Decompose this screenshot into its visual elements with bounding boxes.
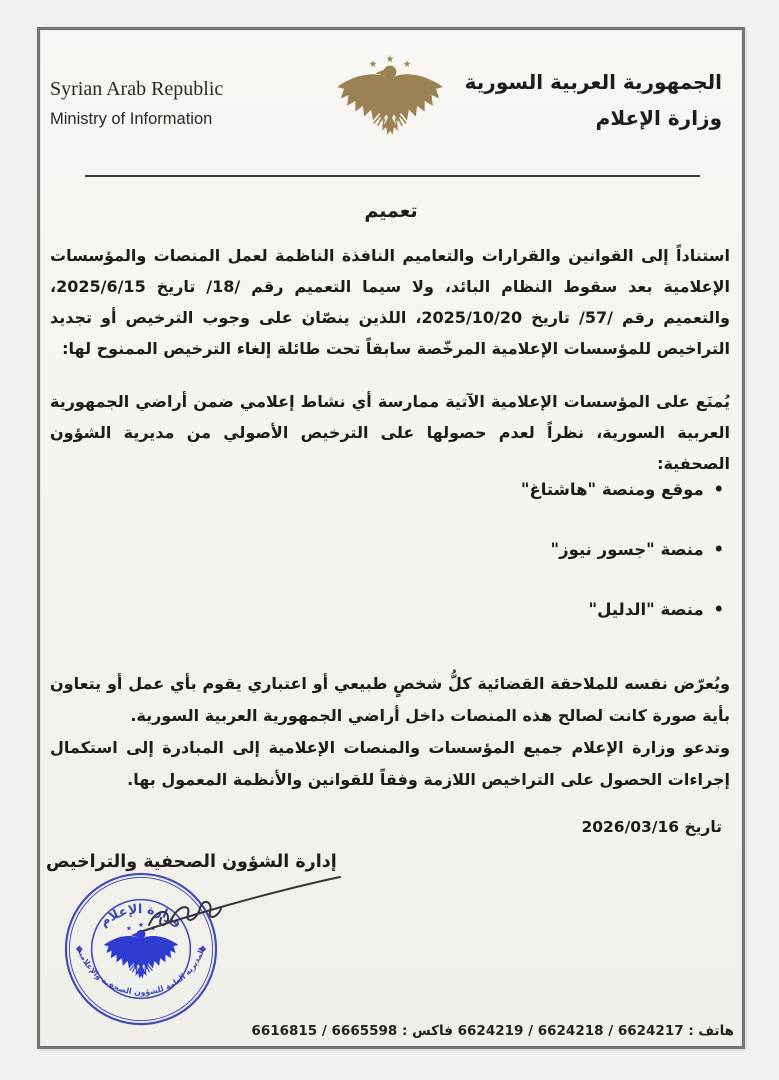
letterhead-english xyxy=(50,78,223,129)
banned-platforms-list xyxy=(40,480,742,660)
eagle-emblem-icon xyxy=(327,44,453,164)
contact-numbers: هاتف : 6624217 / 6624218 / 6624219 فاكس : 6665598 / 6616815 xyxy=(251,1023,734,1039)
list-item xyxy=(40,600,724,619)
call-to-license-paragraph: وتدعو وزارة الإعلام جميع المؤسسات والمنصات الإعلامية إلى المبادرة إلى استكمال إجراءات الحصول على التراخيص اللازمة وفقاً للقوانين والأنظمة المعمول بها. xyxy=(50,738,730,789)
list-item xyxy=(40,540,724,559)
document-date: تاريخ 2026/03/16 xyxy=(581,818,722,836)
country-name-ar: الجمهورية العربية السورية xyxy=(464,70,722,94)
stamp-top-text: وزارة الإعلام xyxy=(97,902,185,930)
platform-name: منصة "جسور نيوز" xyxy=(550,540,704,559)
platform-name: موقع ومنصة "هاشتاغ" xyxy=(520,480,704,499)
closing-paragraphs xyxy=(50,668,730,796)
ministry-name-en: Ministry of Information xyxy=(50,110,213,128)
header-divider xyxy=(85,175,700,177)
official-letter xyxy=(37,27,745,1049)
ministry-name-ar: وزارة الإعلام xyxy=(595,106,722,130)
country-name-en: Syrian Arab Republic xyxy=(50,78,224,100)
letterhead-arabic xyxy=(465,70,722,130)
list-item xyxy=(40,480,724,499)
signing-department: إدارة الشؤون الصحفية والتراخيص xyxy=(46,852,337,872)
bullet-icon: • xyxy=(713,540,724,559)
bullet-icon: • xyxy=(713,600,724,619)
liability-paragraph: ويُعرّض نفسه للملاحقة القضائية كلُّ شخصٍ طبيعي أو اعتباري يقوم بأي عمل أو يتعاون بأية صورة كانت لصالح هذه المنصات داخل أراضي الجمهورية العربية السورية. xyxy=(50,674,730,725)
ban-statement-paragraph: يُمنَع على المؤسسات الإعلامية الآتية ممارسة أي نشاط إعلامي ضمن أراضي الجمهورية العربية السورية، نظراً لعدم حصولها على الترخيص الأصولي من مديرية الشؤون الصحفية: xyxy=(50,392,730,473)
circular-title: تعميم xyxy=(364,200,418,222)
stamp-bottom-text: المديرية العامة للشؤون الصحفية والإعلامية xyxy=(75,946,207,997)
legal-basis-paragraph: استناداً إلى القوانين والقرارات والتعاميم النافذة الناظمة لعمل المنصات والمؤسسات الإعلامية بعد سقوط النظام البائد، ولا سيما التعميم رقم /18/ تاريخ 2025/6/15، والتعميم رقم /57/ تاريخ 2025/10/20، اللذين ينصّان على وجوب الترخيص أو تجديد التراخيص للمؤسسات الإعلامية المرخّصة سابقاً تحت طائلة إلغاء الترخيص الممنوح لها: xyxy=(50,246,730,358)
bullet-icon: • xyxy=(713,480,724,499)
platform-name: منصة "الدليل" xyxy=(588,600,704,619)
signature-scribble-icon xyxy=(135,863,350,951)
